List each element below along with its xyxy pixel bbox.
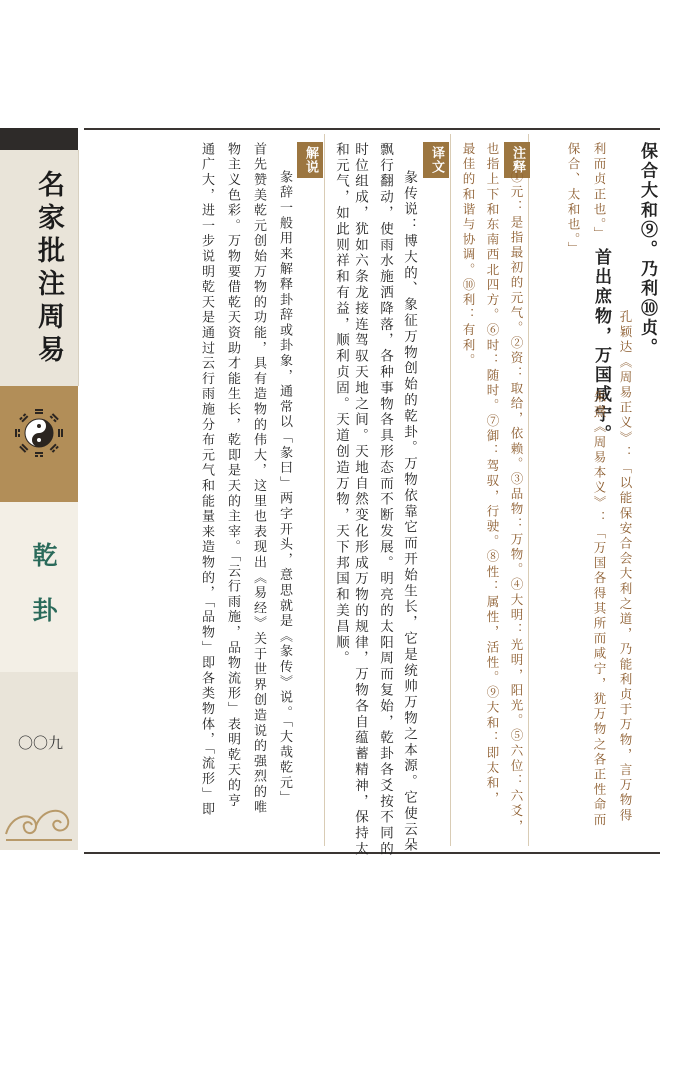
explanation-column — [297, 142, 323, 842]
commentary-line — [587, 142, 611, 250]
translation-line: 彖传说：博大的、象征万物创始的乾卦。万物依靠它而开始生长，它是统帅万物之本源。它使云朵 — [401, 170, 417, 854]
note-line: ①元：是指最初的元气。②资：取给，依赖。③品物：万物。④大明：光明，阳光。⑤六位：六爻， — [509, 170, 524, 835]
commentary-line — [587, 390, 611, 1090]
classic-text-line: 首出庶物，万国咸宁。 — [591, 248, 611, 444]
chapter-panel — [0, 502, 78, 672]
cloud-swirl-ornament — [2, 782, 76, 842]
commentary-line: 孔颖达《周易正义》：「以能保安合会大利之道，乃能利贞于万物，言万物得 — [618, 310, 633, 824]
book-title: 名家批注周易 — [33, 170, 64, 368]
commentary-text: 利而贞正也。」 — [592, 142, 607, 242]
book-sidebar — [0, 128, 78, 850]
commentary-text: 朱熹《周易本义》：「万国各得其所而咸宁，犹万物之各正性命而 — [592, 390, 607, 828]
explanation-line: 通广大，进一步说明乾天是通过云行雨施分布元气和能量来造物的，「品物」即各类物体，「流形」即 — [199, 142, 214, 818]
explanation-line: 首先赞美乾元创始万物的功能，具有造物的伟大，这里也表现出《易经》关于世界创造说的强烈的唯 — [251, 142, 266, 816]
translation-line: 和元气，如此则祥和有益，顺利贞固。天道创造万物，天下邦国和美昌顺。 — [333, 142, 349, 667]
divider-notes-translation — [450, 134, 451, 846]
classic-text-line: 保合大和⑨。乃利⑩贞。 — [637, 142, 657, 358]
emblem-panel — [0, 386, 78, 502]
note-line: 也指上下和东南西北四方。⑥时：随时。⑦御：驾驭，行驶。⑧性：属性，活性。⑨大和：即太和， — [485, 142, 500, 807]
yin-yang-bagua-icon — [14, 408, 64, 458]
translation-column — [423, 142, 449, 842]
chapter-name: 乾卦 — [29, 542, 58, 652]
explanation-line: 物主义色彩。万物要借乾天资助才能生长，乾即是天的主宰。「云行雨施，品物流形」表明乾天的亨 — [225, 142, 240, 809]
explanation-line: 彖辞一般用来解释卦辞或卦象，通常以「彖曰」两字开头，意思就是《彖传》说。「大哉乾元」 — [277, 170, 292, 807]
explanation-label: 解说 — [297, 142, 323, 178]
page-number-panel — [0, 672, 78, 850]
sidebar-top-bar — [0, 128, 78, 150]
translation-label: 译文 — [423, 142, 449, 178]
book-title-panel — [0, 150, 79, 386]
notes-label: 注释 — [504, 142, 530, 178]
translation-line: 时位组成，犹如六条龙接连驾驭天地之间。天地自然变化形成万物的规律，万物各自蕴蓄精神，保持太 — [352, 142, 368, 858]
commentary-line: 保合、太和也。」 — [566, 142, 581, 257]
main-text-frame — [84, 128, 660, 858]
divider-translation-explanation — [324, 134, 325, 846]
translation-line: 飘行翻动，使雨水施洒降落，各种事物各具形态而不断发展。明亮的太阳周而复始，乾卦各爻按不同的 — [377, 142, 393, 858]
page-number: 〇〇九 — [18, 734, 64, 752]
note-line: 最佳的和谐与协调。⑩利：有利。 — [461, 142, 476, 369]
